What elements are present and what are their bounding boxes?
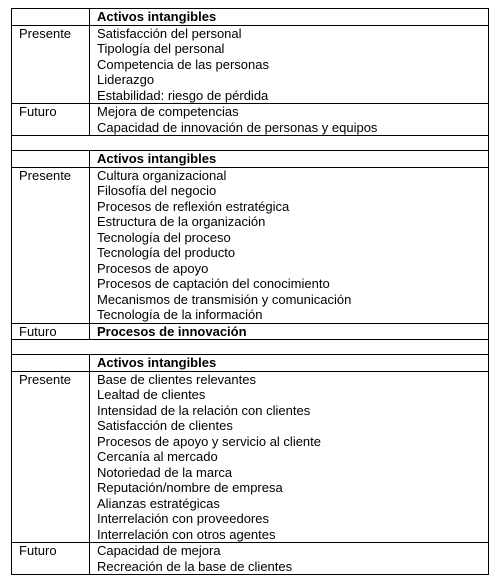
list-item: Alianzas estratégicas: [97, 495, 220, 511]
list-item: Mecanismos de transmisión y comunicación: [97, 291, 352, 307]
section-header: Activos intangibles: [90, 151, 489, 168]
list-item: Procesos de apoyo: [97, 260, 209, 276]
table-body: [12, 9, 489, 575]
list-item: Cultura organizacional: [97, 167, 227, 183]
list-item: Procesos de reflexión estratégica: [97, 198, 290, 214]
list-item: Procesos de innovación: [97, 323, 247, 339]
list-item: Satisfacción del personal: [97, 25, 242, 41]
row-items: [90, 25, 489, 104]
section-header-row: [12, 355, 489, 372]
list-item: Mejora de competencias: [97, 104, 239, 119]
spacer-cell: [12, 136, 489, 151]
section-header: Activos intangibles: [90, 9, 489, 26]
list-item: Satisfacción de clientes: [97, 418, 233, 433]
list-item: Tecnología del producto: [97, 245, 236, 260]
list-item: Capacidad de mejora: [97, 543, 221, 558]
table-row: [12, 371, 489, 543]
list-item: Intensidad de la relación con clientes: [97, 402, 311, 418]
section-header-row: [12, 151, 489, 168]
list-item: Reputación/nombre de empresa: [97, 480, 283, 495]
section-header: Activos intangibles: [90, 355, 489, 372]
table-row: [12, 25, 489, 104]
section-spacer-row: [12, 340, 489, 355]
row-label: Presente: [12, 371, 90, 543]
list-item: Base de clientes relevantes: [97, 371, 256, 387]
table-row: [12, 543, 489, 575]
row-label: Futuro: [12, 323, 90, 340]
list-item: Tecnología de la información: [97, 307, 263, 322]
list-item: Notoriedad de la marca: [97, 464, 233, 480]
row-label: Futuro: [12, 543, 90, 575]
list-item: Cercanía al mercado: [97, 449, 218, 464]
table-row: [12, 167, 489, 323]
table-row: [12, 104, 489, 136]
list-item: Estabilidad: riesgo de pérdida: [97, 87, 269, 103]
row-items: [90, 104, 489, 136]
row-label: Presente: [12, 25, 90, 104]
section-header-row: [12, 9, 489, 26]
row-items: [90, 543, 489, 575]
list-item: Competencia de las personas: [97, 56, 269, 72]
section-spacer-row: [12, 136, 489, 151]
row-items: [90, 167, 489, 323]
list-item: Capacidad de innovación de personas y equipos: [97, 119, 378, 135]
row-label: Presente: [12, 167, 90, 323]
row-items: [90, 371, 489, 543]
row-items: [90, 323, 489, 340]
empty-label-cell: [12, 9, 90, 26]
list-item: Interrelación con otros agentes: [97, 526, 276, 542]
list-item: Tecnología del proceso: [97, 229, 231, 245]
intangible-assets-table: [11, 8, 489, 575]
list-item: Filosofía del negocio: [97, 183, 217, 198]
list-item: Procesos de captación del conocimiento: [97, 276, 330, 291]
empty-label-cell: [12, 355, 90, 372]
list-item: Estructura de la organización: [97, 214, 266, 229]
spacer-cell: [12, 340, 489, 355]
list-item: Liderazgo: [97, 72, 155, 87]
list-item: Recreación de la base de clientes: [97, 558, 293, 574]
table-row: [12, 323, 489, 340]
empty-label-cell: [12, 151, 90, 168]
list-item: Procesos de apoyo y servicio al cliente: [97, 433, 322, 449]
list-item: Tipología del personal: [97, 41, 225, 56]
list-item: Interrelación con proveedores: [97, 511, 269, 526]
row-label: Futuro: [12, 104, 90, 136]
list-item: Lealtad de clientes: [97, 387, 206, 402]
